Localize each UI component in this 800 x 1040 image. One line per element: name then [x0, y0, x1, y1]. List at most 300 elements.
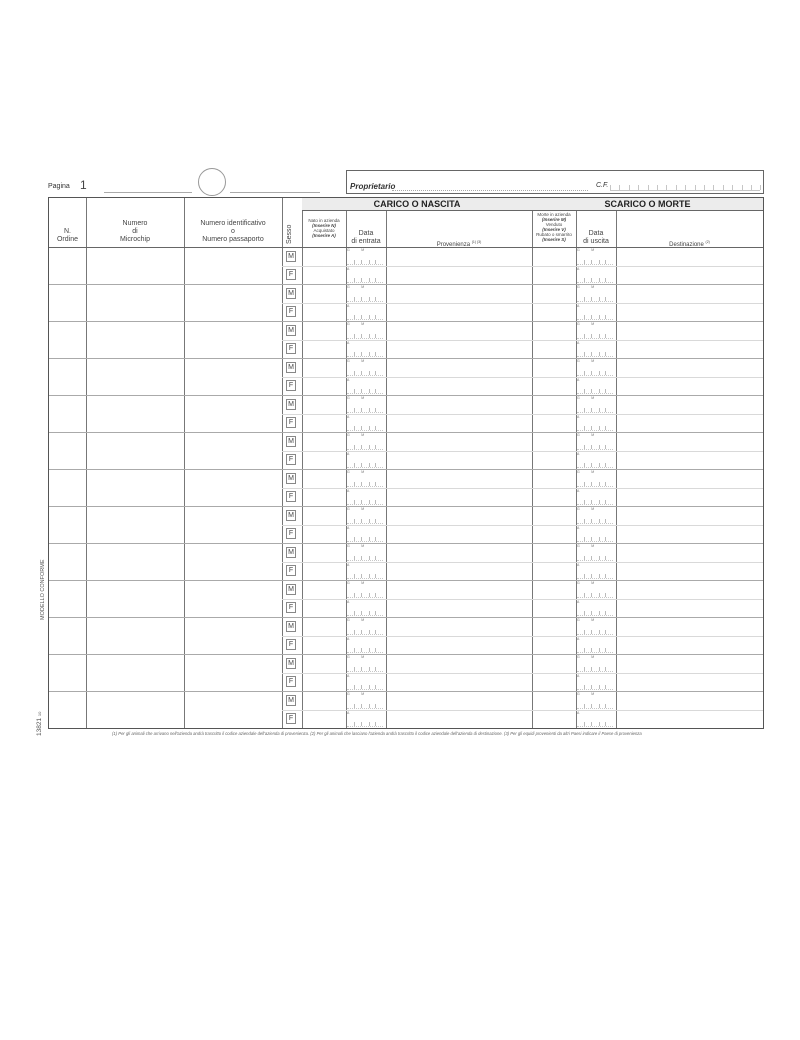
register-table	[48, 197, 764, 729]
date-year-label: A	[577, 673, 580, 678]
date-day-label: G	[577, 433, 580, 437]
date-tick	[605, 704, 606, 708]
date-tick	[375, 685, 376, 689]
date-baseline	[347, 356, 383, 357]
date-field[interactable]	[576, 321, 616, 358]
date-tick	[584, 685, 585, 689]
date-tick	[599, 278, 600, 282]
date-field[interactable]	[576, 654, 616, 691]
row-divider	[49, 580, 763, 581]
date-month-label: M	[591, 507, 595, 511]
col-died: Morte in azienda (Inserire M) Venduto (Inserire V) Rubato o smarrito (Inserire S)	[536, 212, 572, 242]
date-tick	[584, 260, 585, 264]
cf-tick	[723, 185, 724, 190]
sex-male-box[interactable]: M	[286, 436, 296, 447]
date-tick	[584, 648, 585, 652]
date-tick	[591, 574, 592, 578]
date-tick	[584, 315, 585, 319]
date-day-label: G	[577, 322, 580, 326]
date-field[interactable]	[346, 617, 386, 654]
column-divider	[282, 198, 283, 728]
col-order: N. Ordine	[56, 228, 78, 243]
date-day-label: G	[347, 285, 350, 289]
date-tick	[605, 630, 606, 634]
date-tick	[584, 426, 585, 430]
date-field[interactable]	[346, 284, 386, 321]
date-day-label: G	[577, 248, 580, 252]
date-tick	[591, 389, 592, 393]
page-line-left	[104, 192, 192, 193]
date-tick	[369, 593, 370, 597]
cf-tick	[619, 185, 620, 190]
sex-male-box[interactable]: M	[286, 473, 296, 484]
date-tick	[591, 297, 592, 301]
date-day-label: G	[577, 396, 580, 400]
date-tick	[605, 260, 606, 264]
sex-male-box[interactable]: M	[286, 251, 296, 262]
date-tick	[361, 556, 362, 560]
date-baseline	[577, 541, 613, 542]
date-day-label: G	[347, 396, 350, 400]
date-day-label: G	[347, 618, 350, 622]
date-tick	[605, 667, 606, 671]
col-born: Nato in azienda (Inserire N) Acquistato (Inserire A)	[308, 218, 340, 238]
date-tick	[354, 445, 355, 449]
cf-tick	[732, 185, 733, 190]
date-tick	[591, 352, 592, 356]
date-baseline	[347, 486, 383, 487]
date-tick	[369, 537, 370, 541]
date-tick	[354, 500, 355, 504]
sex-female-box[interactable]: F	[286, 417, 296, 428]
cf-tick	[695, 185, 696, 190]
date-tick	[361, 352, 362, 356]
date-tick	[605, 482, 606, 486]
sex-female-box[interactable]: F	[286, 380, 296, 391]
date-baseline	[577, 578, 613, 579]
date-baseline	[347, 560, 383, 561]
date-year-label: A	[347, 599, 350, 604]
date-baseline	[577, 689, 613, 690]
date-tick	[599, 389, 600, 393]
sex-male-box[interactable]: M	[286, 584, 296, 595]
date-day-label: G	[347, 655, 350, 659]
date-field[interactable]	[576, 432, 616, 469]
date-baseline	[347, 708, 383, 709]
date-tick	[375, 389, 376, 393]
date-tick	[599, 334, 600, 338]
date-tick	[354, 648, 355, 652]
date-field[interactable]	[576, 469, 616, 506]
date-tick	[599, 260, 600, 264]
date-tick	[591, 408, 592, 412]
date-tick	[354, 463, 355, 467]
date-tick	[584, 297, 585, 301]
date-month-label: M	[361, 433, 365, 437]
date-baseline	[347, 689, 383, 690]
date-tick	[584, 463, 585, 467]
date-field[interactable]	[346, 358, 386, 395]
date-field[interactable]	[576, 580, 616, 617]
sex-female-box[interactable]: F	[286, 343, 296, 354]
date-tick	[591, 445, 592, 449]
date-tick	[354, 334, 355, 338]
date-field[interactable]	[346, 506, 386, 543]
date-month-label: M	[591, 655, 595, 659]
sex-female-box[interactable]: F	[286, 676, 296, 687]
date-tick	[599, 556, 600, 560]
date-tick	[599, 574, 600, 578]
date-tick	[605, 722, 606, 726]
date-tick	[599, 482, 600, 486]
cf-tick	[704, 185, 705, 190]
date-tick	[584, 482, 585, 486]
date-baseline	[577, 615, 613, 616]
date-baseline	[577, 652, 613, 653]
cf-tick	[666, 185, 667, 190]
date-year-label: A	[577, 266, 580, 271]
date-tick	[599, 630, 600, 634]
date-tick	[369, 408, 370, 412]
date-tick	[354, 352, 355, 356]
date-day-label: G	[347, 692, 350, 696]
date-year-label: A	[577, 303, 580, 308]
date-tick	[375, 315, 376, 319]
date-month-label: M	[591, 433, 595, 437]
date-tick	[361, 519, 362, 523]
date-tick	[354, 315, 355, 319]
date-field[interactable]	[576, 543, 616, 580]
date-tick	[599, 648, 600, 652]
row-divider	[49, 617, 763, 618]
date-field[interactable]	[346, 247, 386, 284]
date-field[interactable]	[576, 358, 616, 395]
date-day-label: G	[577, 581, 580, 585]
date-tick	[369, 389, 370, 393]
col-exit-date: Data di uscita	[583, 230, 609, 245]
date-tick	[584, 704, 585, 708]
date-month-label: M	[591, 322, 595, 326]
date-baseline	[577, 282, 613, 283]
date-baseline	[347, 264, 383, 265]
date-baseline	[577, 319, 613, 320]
date-tick	[584, 389, 585, 393]
date-field[interactable]	[346, 395, 386, 432]
date-tick	[605, 445, 606, 449]
sex-female-box[interactable]: F	[286, 713, 296, 724]
date-year-label: A	[347, 377, 350, 382]
date-tick	[584, 334, 585, 338]
date-tick	[605, 500, 606, 504]
date-baseline	[577, 301, 613, 302]
date-tick	[361, 685, 362, 689]
date-tick	[369, 556, 370, 560]
date-field[interactable]	[576, 617, 616, 654]
date-baseline	[347, 393, 383, 394]
date-field[interactable]	[346, 321, 386, 358]
owner-field[interactable]	[392, 190, 588, 191]
date-day-label: G	[577, 692, 580, 696]
date-baseline	[577, 597, 613, 598]
date-baseline	[347, 375, 383, 376]
cf-tick	[685, 185, 686, 190]
date-tick	[599, 611, 600, 615]
date-year-label: A	[347, 525, 350, 530]
date-tick	[599, 352, 600, 356]
date-tick	[375, 297, 376, 301]
date-month-label: M	[361, 692, 365, 696]
date-baseline	[347, 449, 383, 450]
date-tick	[361, 667, 362, 671]
sex-female-box[interactable]: F	[286, 528, 296, 539]
date-tick	[375, 722, 376, 726]
sex-male-box[interactable]: M	[286, 547, 296, 558]
date-tick	[599, 426, 600, 430]
date-tick	[591, 556, 592, 560]
date-month-label: M	[591, 544, 595, 548]
date-tick	[584, 667, 585, 671]
date-baseline	[347, 597, 383, 598]
date-tick	[599, 297, 600, 301]
date-day-label: G	[577, 359, 580, 363]
date-tick	[361, 630, 362, 634]
date-baseline	[577, 671, 613, 672]
date-tick	[599, 519, 600, 523]
sex-male-box[interactable]: M	[286, 288, 296, 299]
sex-male-box[interactable]: M	[286, 399, 296, 410]
col-destination: Destinazione $^{(2)}$	[669, 240, 710, 248]
row-divider	[49, 654, 763, 655]
date-tick	[361, 593, 362, 597]
date-tick	[375, 500, 376, 504]
sex-female-box[interactable]: F	[286, 639, 296, 650]
date-tick	[591, 722, 592, 726]
date-field[interactable]	[576, 284, 616, 321]
date-tick	[591, 260, 592, 264]
date-tick	[369, 482, 370, 486]
date-tick	[584, 722, 585, 726]
binder-hole-icon	[198, 168, 226, 196]
date-tick	[584, 352, 585, 356]
date-tick	[369, 500, 370, 504]
date-month-label: M	[591, 248, 595, 252]
date-tick	[375, 371, 376, 375]
date-month-label: M	[361, 322, 365, 326]
date-tick	[584, 500, 585, 504]
row-divider	[49, 284, 763, 285]
date-tick	[354, 371, 355, 375]
date-tick	[591, 426, 592, 430]
date-tick	[591, 667, 592, 671]
date-tick	[354, 611, 355, 615]
sex-male-box[interactable]: M	[286, 325, 296, 336]
date-year-label: A	[347, 303, 350, 308]
date-field[interactable]	[346, 543, 386, 580]
row-divider	[49, 506, 763, 507]
date-tick	[605, 574, 606, 578]
sex-male-box[interactable]: M	[286, 621, 296, 632]
sex-male-box[interactable]: M	[286, 362, 296, 373]
date-baseline	[347, 301, 383, 302]
date-month-label: M	[591, 285, 595, 289]
date-tick	[354, 704, 355, 708]
date-baseline	[347, 541, 383, 542]
date-tick	[354, 482, 355, 486]
date-field[interactable]	[576, 247, 616, 284]
sex-female-box[interactable]: F	[286, 565, 296, 576]
date-month-label: M	[361, 470, 365, 474]
date-year-label: A	[347, 340, 350, 345]
cf-tick	[629, 185, 630, 190]
date-field[interactable]	[576, 506, 616, 543]
date-tick	[375, 537, 376, 541]
column-divider	[86, 198, 87, 728]
date-month-label: M	[591, 581, 595, 585]
date-year-label: A	[577, 599, 580, 604]
date-tick	[354, 260, 355, 264]
date-month-label: M	[361, 507, 365, 511]
date-tick	[369, 574, 370, 578]
date-month-label: M	[361, 285, 365, 289]
date-tick	[375, 667, 376, 671]
side-model: MODELLO CONFORME	[40, 559, 46, 620]
date-year-label: A	[577, 636, 580, 641]
date-baseline	[347, 338, 383, 339]
date-month-label: M	[361, 359, 365, 363]
sex-male-box[interactable]: M	[286, 658, 296, 669]
date-baseline	[577, 504, 613, 505]
date-tick	[605, 408, 606, 412]
date-tick	[354, 408, 355, 412]
date-tick	[599, 722, 600, 726]
row-divider	[49, 432, 763, 433]
date-tick	[354, 556, 355, 560]
date-year-label: A	[347, 562, 350, 567]
sex-female-box[interactable]: F	[286, 269, 296, 280]
date-tick	[375, 574, 376, 578]
date-day-label: G	[577, 655, 580, 659]
date-tick	[584, 630, 585, 634]
date-tick	[605, 519, 606, 523]
date-tick	[605, 537, 606, 541]
date-field[interactable]	[576, 395, 616, 432]
sex-female-box[interactable]: F	[286, 454, 296, 465]
date-tick	[361, 537, 362, 541]
date-tick	[369, 667, 370, 671]
sex-female-box[interactable]: F	[286, 491, 296, 502]
row-divider	[49, 691, 763, 692]
sex-male-box[interactable]: M	[286, 695, 296, 706]
date-year-label: A	[577, 710, 580, 715]
cf-tick	[657, 185, 658, 190]
date-tick	[584, 574, 585, 578]
group-unload: SCARICO O MORTE	[532, 198, 763, 211]
date-tick	[605, 611, 606, 615]
sex-female-box[interactable]: F	[286, 306, 296, 317]
date-tick	[361, 704, 362, 708]
date-tick	[369, 426, 370, 430]
date-day-label: G	[347, 581, 350, 585]
date-field[interactable]	[346, 691, 386, 728]
date-tick	[375, 463, 376, 467]
date-baseline	[577, 430, 613, 431]
date-day-label: G	[347, 248, 350, 252]
cf-tick	[760, 185, 761, 190]
date-field[interactable]	[346, 469, 386, 506]
owner-label: Proprietario	[350, 182, 396, 191]
date-tick	[605, 389, 606, 393]
date-tick	[369, 371, 370, 375]
date-tick	[591, 537, 592, 541]
date-field[interactable]	[346, 654, 386, 691]
date-tick	[369, 685, 370, 689]
date-tick	[591, 519, 592, 523]
date-month-label: M	[361, 544, 365, 548]
sex-female-box[interactable]: F	[286, 602, 296, 613]
date-field[interactable]	[346, 580, 386, 617]
date-tick	[605, 593, 606, 597]
date-year-label: A	[577, 488, 580, 493]
date-tick	[354, 593, 355, 597]
date-field[interactable]	[346, 432, 386, 469]
date-tick	[375, 334, 376, 338]
column-divider	[532, 198, 533, 728]
col-sex: Sesso	[286, 224, 293, 244]
date-baseline	[347, 726, 383, 727]
date-tick	[361, 315, 362, 319]
date-baseline	[577, 560, 613, 561]
date-baseline	[347, 412, 383, 413]
date-tick	[375, 482, 376, 486]
date-tick	[375, 260, 376, 264]
row-divider	[49, 469, 763, 470]
date-year-label: A	[347, 488, 350, 493]
cf-tick	[648, 185, 649, 190]
date-tick	[375, 704, 376, 708]
column-divider	[302, 198, 303, 728]
date-baseline	[577, 708, 613, 709]
side-code: 13821 10	[36, 711, 43, 736]
date-year-label: A	[347, 710, 350, 715]
date-tick	[591, 371, 592, 375]
date-tick	[584, 593, 585, 597]
date-tick	[361, 482, 362, 486]
date-tick	[361, 500, 362, 504]
date-day-label: G	[347, 322, 350, 326]
date-baseline	[577, 634, 613, 635]
date-tick	[599, 463, 600, 467]
date-tick	[599, 685, 600, 689]
date-field[interactable]	[576, 691, 616, 728]
date-tick	[599, 315, 600, 319]
date-day-label: G	[577, 507, 580, 511]
cf-field[interactable]	[610, 190, 760, 191]
date-month-label: M	[591, 470, 595, 474]
date-day-label: G	[347, 544, 350, 548]
date-tick	[361, 445, 362, 449]
date-tick	[354, 278, 355, 282]
date-tick	[354, 297, 355, 301]
date-tick	[354, 537, 355, 541]
date-tick	[605, 371, 606, 375]
date-tick	[361, 426, 362, 430]
date-baseline	[577, 412, 613, 413]
date-day-label: G	[577, 470, 580, 474]
date-tick	[591, 593, 592, 597]
sex-male-box[interactable]: M	[286, 510, 296, 521]
col-origin: Provenienza $^{(1) (3)}$	[436, 240, 482, 248]
date-baseline	[347, 523, 383, 524]
